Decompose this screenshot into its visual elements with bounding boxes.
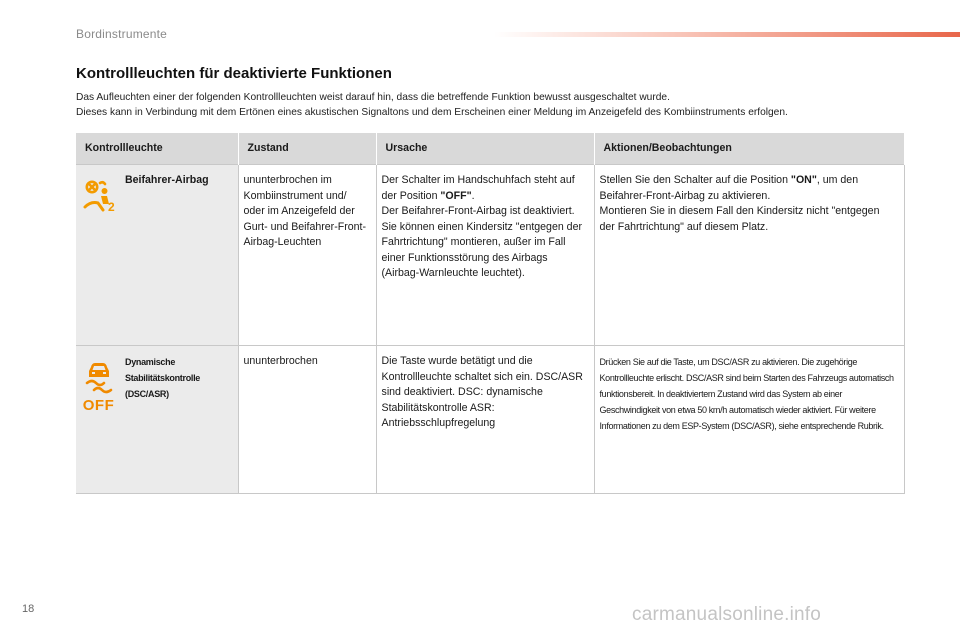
table-row bbox=[76, 165, 904, 346]
page-title: Kontrollleuchten für deaktivierte Funktionen bbox=[76, 65, 392, 82]
cause-text-end: . bbox=[471, 189, 475, 202]
row-name: Beifahrer-Airbag bbox=[121, 165, 238, 346]
cause-text-rest: Der Beifahrer-Front-Airbag ist deaktiviert. Sie können einen Kindersitz "entgegen der Fahrtrichtung" montieren, außer im Fall einer Funktionsstörung des Airbags (Airbag-Warnleuchte leuchtet). bbox=[381, 205, 582, 279]
column-header-cause: Ursache bbox=[376, 133, 594, 165]
column-header-light: Kontrollleuchte bbox=[76, 133, 238, 165]
row-state: ununterbrochen im Kombiinstrument und/ oder im Anzeigefeld der Gurt- und Beifahrer-Front-Airbag-Leuchten bbox=[238, 165, 376, 346]
actions-keyword: "ON" bbox=[790, 174, 817, 186]
dsc-off-label: OFF bbox=[82, 396, 115, 414]
table-header-row bbox=[76, 133, 904, 165]
intro-line-1: Das Aufleuchten einer der folgenden Kontrollleuchten weist darauf hin, dass die betreffende Funktion bewusst ausgeschaltet wurde. bbox=[76, 92, 670, 103]
cause-keyword: "OFF" bbox=[440, 189, 472, 202]
section-header: Bordinstrumente bbox=[76, 27, 168, 41]
header-accent-bar bbox=[494, 32, 960, 37]
row-state: ununterbrochen bbox=[238, 346, 376, 494]
actions-text: Stellen Sie den Schalter auf die Position bbox=[599, 174, 791, 186]
page-number: 18 bbox=[22, 603, 35, 615]
row-icon-cell bbox=[76, 165, 121, 346]
column-header-state: Zustand bbox=[238, 133, 376, 165]
actions-text-rest: Montieren Sie in diesem Fall den Kindersitz nicht "entgegen der Fahrtrichtung" auf diesem Platz. bbox=[599, 205, 880, 233]
dsc-off-icon bbox=[76, 360, 121, 413]
column-header-actions: Aktionen/Beobachtungen bbox=[594, 133, 904, 165]
airbag-off-icon bbox=[76, 177, 121, 219]
row-actions: Drücken Sie auf die Taste, um DSC/ASR zu aktivieren. Die zugehörige Kontrollleuchte erlischt. DSC/ASR sind beim Starten des Fahrzeugs automatisch funktionsbereit. In deaktiviertem Zustand wird das System ab einer Geschwindigkeit von etwa 50 km/h automatisch wieder aktiviert. Für weitere Informationen zu dem ESP-System (DSC/ASR), siehe entsprechende Rubrik. bbox=[594, 346, 904, 494]
table-row bbox=[76, 346, 904, 494]
row-cause bbox=[376, 165, 594, 346]
watermark: carmanualsonline.info bbox=[632, 604, 822, 625]
intro-line-2: Dieses kann in Verbindung mit dem Ertönen eines akustischen Signaltons und dem Erscheinen einer Meldung im Anzeigefeld des Kombiinstruments erfolgen. bbox=[76, 107, 788, 118]
intro-text bbox=[76, 90, 916, 120]
row-actions bbox=[594, 165, 904, 346]
cause-text: Der Schalter im Handschuhfach steht auf der Position bbox=[381, 174, 575, 202]
row-name: Dynamische Stabilitätskontrolle (DSC/ASR) bbox=[121, 346, 238, 494]
warning-lights-table bbox=[76, 133, 905, 494]
row-icon-cell bbox=[76, 346, 121, 494]
svg-text:2: 2 bbox=[107, 200, 115, 213]
actions-text-end: , um den Beifahrer-Front-Airbag zu aktivieren. bbox=[599, 174, 859, 202]
row-cause: Die Taste wurde betätigt und die Kontrollleuchte schaltet sich ein. DSC/ASR sind deaktiviert. DSC: dynamische Stabilitätskontrolle ASR: Antriebsschlupfregelung bbox=[376, 346, 594, 494]
